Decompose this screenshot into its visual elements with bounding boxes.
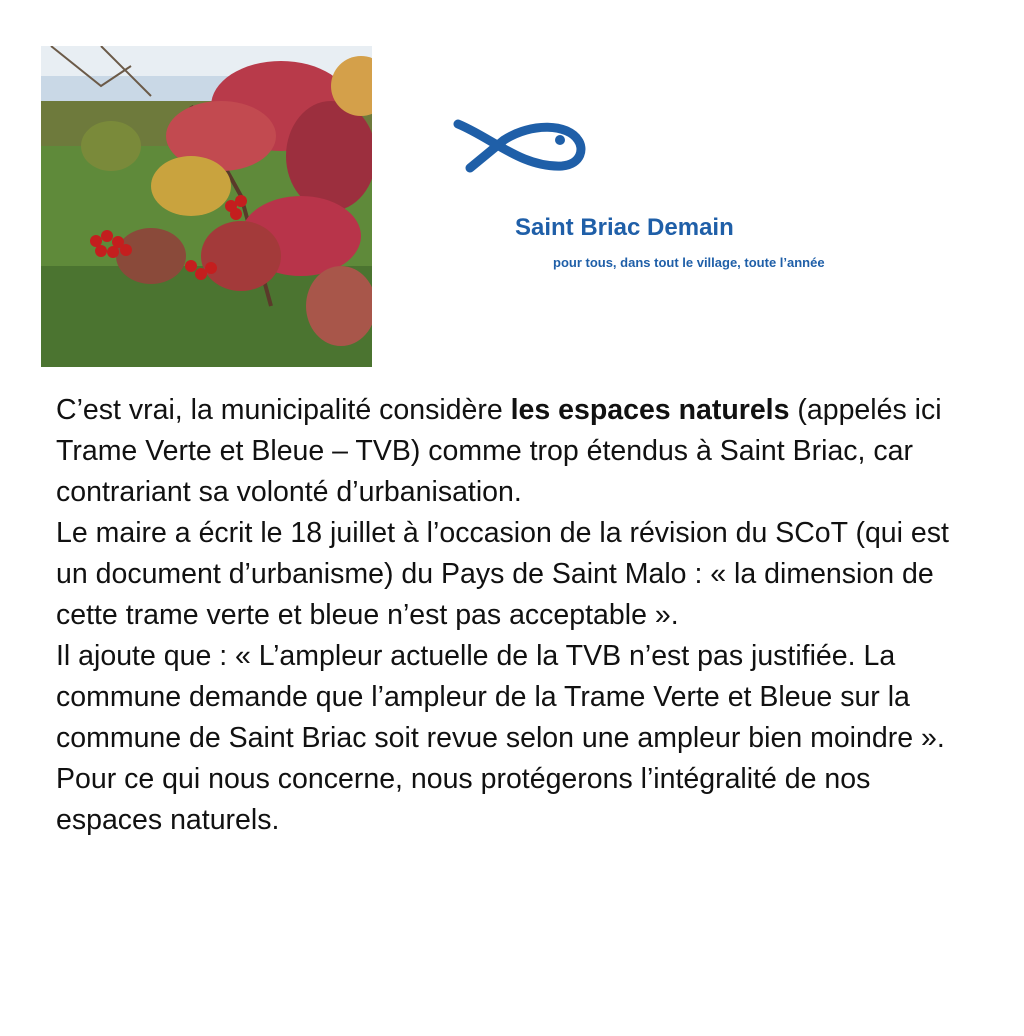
fish-logo-icon: [452, 118, 586, 178]
paragraph-1: [56, 390, 976, 513]
autumn-leaves-photo: [41, 46, 372, 367]
paragraph-1-end: (appelés ici Trame Verte et Bleue – TVB) comme trop étendus à Saint Briac, car contrariant sa volonté d’urbanisation.: [56, 394, 942, 508]
paragraph-1-bold: les espaces naturels: [510, 394, 790, 426]
paragraph-2: Le maire a écrit le 18 juillet à l’occasion de la révision du SCoT (qui est un document d’urbanisme) du Pays de Saint Malo : « la dimension de cette trame verte et bleue n’est pas acceptable ».: [56, 517, 949, 631]
paragraph-4: Pour ce qui nous concerne, nous protégerons l’intégralité de nos espaces naturels.: [56, 763, 871, 836]
brand-title: Saint Briac Demain: [515, 214, 734, 241]
paragraph-3: Il ajoute que : « L’ampleur actuelle de la TVB n’est pas justifiée. La commune demande que l’ampleur de la Trame Verte et Bleue sur la commune de Saint Briac soit revue selon une ampleur bien moindre ».: [56, 640, 945, 754]
article-text: [56, 390, 976, 841]
paragraph-1-start: C’est vrai, la municipalité considère: [56, 394, 511, 426]
brand-tagline: pour tous, dans tout le village, toute l’année: [553, 255, 825, 270]
